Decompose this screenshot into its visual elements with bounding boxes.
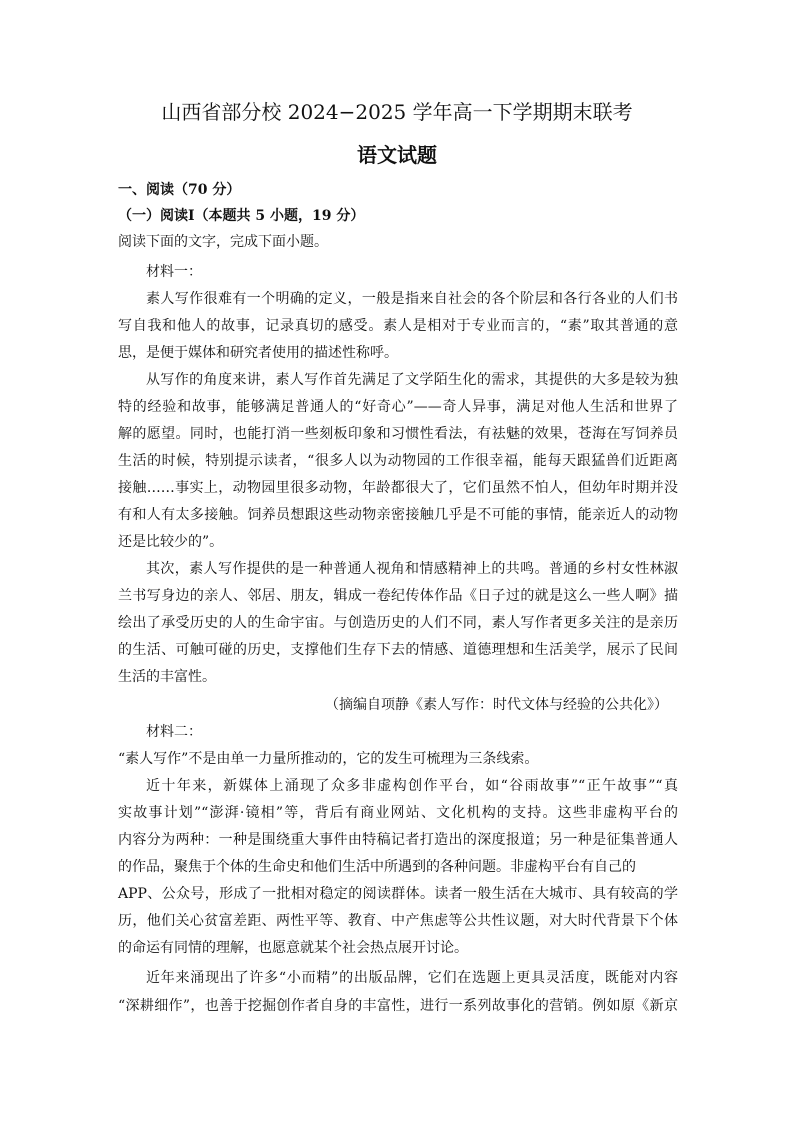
paragraph-line: 近年来涌现出了许多“小而精”的出版品牌，它们在选题上更具灵活度，既能对内容 — [146, 970, 678, 986]
paragraph-line: 绘出了承受历史的人的生命宇宙。与创造历史的人们不同，素人写作者更多关注的是亲历 — [118, 615, 678, 631]
paragraph-line: “素人写作”不是由单一力量所推动的，它的发生可梳理为三条线索。 — [118, 751, 539, 767]
material-two-label: 材料二： — [146, 724, 202, 740]
paragraph-line: 生活的丰富性。 — [118, 669, 216, 685]
paragraph-line: 从写作的角度来讲，素人写作首先满足了文学陌生化的需求，其提供的大多是较为独 — [146, 372, 678, 388]
paragraph-line: APP、公众号，形成了一批相对稳定的阅读群体。读者一般生活在大城市、具有较高的学 — [118, 886, 678, 902]
paragraph-line: 素人写作很难有一个明确的定义，一般是指来自社会的各个阶层和各行各业的人们书 — [146, 291, 678, 307]
paragraph-line: 思，是便于媒体和研究者使用的描述性称呼。 — [118, 345, 398, 361]
paragraph-line: 解的愿望。同时，也能打消一些刻板印象和习惯性看法，有祛魅的效果，苍海在写饲养员 — [118, 426, 678, 442]
paragraph-line: 的生活、可触可碰的历史，支撑他们生存下去的情感、道德理想和生活美学，展示了民间 — [118, 642, 678, 658]
paragraph-line: “深耕细作”，也善于挖掘创作者自身的丰富性，进行一系列故事化的营销。例如原《新京 — [118, 998, 678, 1014]
paragraph-line: 的作品，聚焦于个体的生命史和他们生活中所遇到的各种问题。非虚构平台有自己的 — [118, 859, 636, 875]
sub-section-heading: （一）阅读Ⅰ（本题共 5 小题，19 分） — [118, 208, 365, 224]
paragraph-line: 生活的时候，特别提示读者，“很多人以为动物园的工作很幸福，能每天跟猛兽们近距离 — [118, 453, 678, 469]
paragraph-line: 实故事计划”“澎湃·镜相”等，背后有商业网站、文化机构的支持。这些非虚构平台的 — [118, 805, 678, 821]
material-one-label: 材料一： — [146, 264, 202, 280]
exam-title: 山西省部分校 2024−2025 学年高一下学期期末联考 — [161, 100, 633, 124]
paragraph-line: 其次，素人写作提供的是一种普通人视角和情感精神上的共鸣。普通的乡村女性林淑 — [146, 561, 678, 577]
subject-title: 语文试题 — [357, 143, 437, 167]
instruction-text: 阅读下面的文字，完成下面小题。 — [118, 234, 328, 250]
paragraph-line: 历，他们关心贫富差距、两性平等、教育、中产焦虑等公共性议题，对大时代背景下个体 — [118, 913, 678, 929]
paragraph-line: 兰书写身边的亲人、邻居、朋友，辑成一卷纪传体作品《日子过的就是这么一些人啊》描 — [118, 588, 678, 604]
source-citation: （摘编自项静《素人写作：时代文体与经验的公共化》） — [325, 697, 668, 713]
paragraph-line: 写自我和他人的故事，记录真切的感受。素人是相对于专业而言的，“素”取其普通的意 — [118, 318, 678, 334]
paragraph-line: 的命运有同情的理解，也愿意就某个社会热点展开讨论。 — [118, 940, 468, 956]
paragraph-line: 还是比较少的”。 — [118, 534, 224, 550]
paragraph-line: 近十年来，新媒体上涌现了众多非虚构创作平台，如“谷雨故事”“正午故事”“真 — [146, 778, 678, 794]
section-heading: 一、阅读（70 分） — [118, 182, 241, 198]
paragraph-line: 有和人有太多接触。饲养员想跟这些动物亲密接触几乎是不可能的事情，能亲近人的动物 — [118, 507, 678, 523]
paragraph-line: 内容分为两种：一种是围绕重大事件由特稿记者打造出的深度报道；另一种是征集普通人 — [118, 832, 678, 848]
paragraph-line: 接触……事实上，动物园里很多动物，年龄都很大了，它们虽然不怕人，但幼年时期并没 — [118, 480, 678, 496]
paragraph-line: 特的经验和故事，能够满足普通人的“好奇心”——奇人异事，满足对他人生活和世界了 — [118, 399, 678, 415]
